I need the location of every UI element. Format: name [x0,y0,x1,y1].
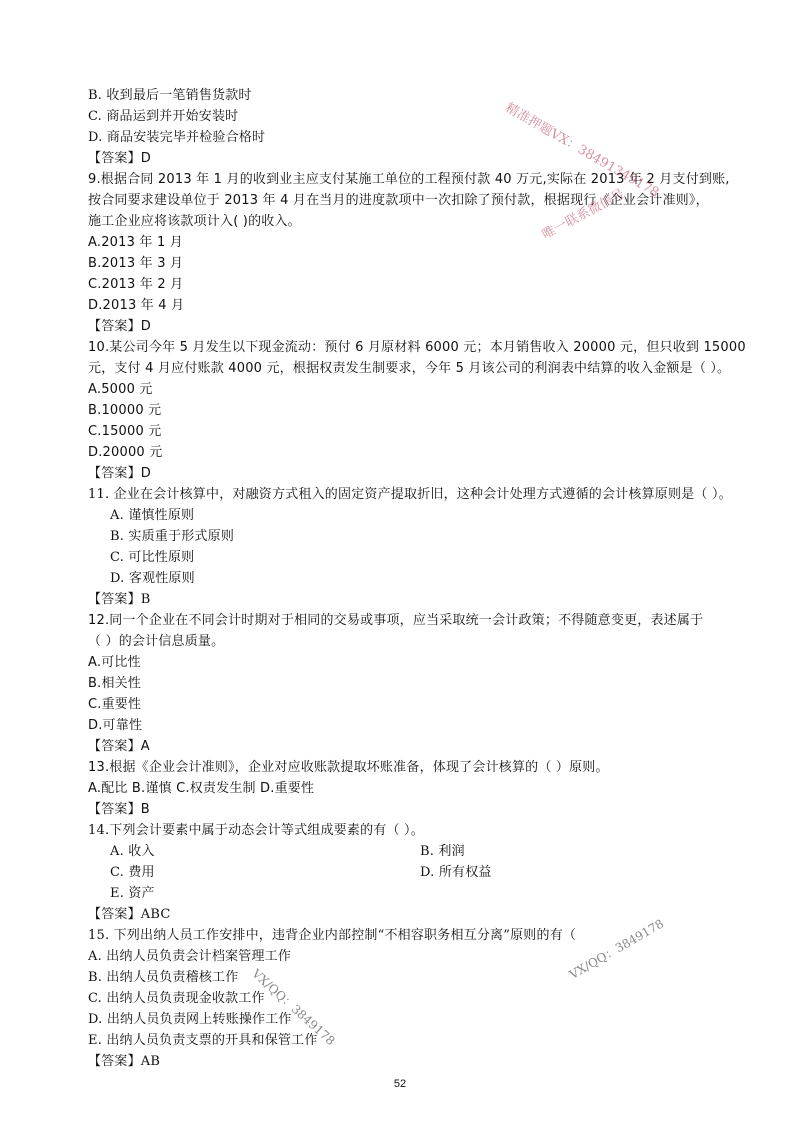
option-d: D. 客观性原则 [110,571,195,586]
page-number: 52 [393,1078,407,1090]
option-a: A. 谨慎性原则 [110,508,195,523]
answer: 【答案】B [88,592,151,607]
question-13-options: A.配比 B.谨慎 C.权责发生制 D.重要性 [88,781,315,796]
option-b: B. 收到最后一笔销售货款时 [88,88,252,103]
question-9-line-1: 9.根据合同 2013 年 1 月的收到业主应支付某施工单位的工程预付款 40 万元,实际在 2013 年 2 月支付到账, [88,172,730,187]
option-c: C.15000 元 [88,424,162,439]
answer: 【答案】A [88,739,150,754]
option-d: D. 所有权益 [420,865,492,880]
question-10-line-2: 元，支付 4 月应付账款 4000 元，根据权责发生制要求，今年 5 月该公司的利润表中结算的收入金额是（ ）。 [88,361,731,376]
option-a: A. 出纳人员负责会计档案管理工作 [88,949,292,964]
option-c: C.重要性 [88,697,142,712]
option-b: B.2013 年 3 月 [88,256,184,271]
option-a: A.2013 年 1 月 [88,235,183,250]
option-d: D. 商品安装完毕并检验合格时 [88,130,266,145]
option-c: C. 商品运到并开始安装时 [88,109,239,124]
option-c: C.2013 年 2 月 [88,277,184,292]
watermark-vx: 精准押题VX：38491349178 [502,100,662,201]
answer: 【答案】B [88,802,150,817]
option-e: E. 资产 [110,886,155,901]
question-12-line-1: 12.同一个企业在不同会计时期对于相同的交易或事项，应当采取统一会计政策；不得随意变更，表述属于 [88,613,704,628]
option-b: B. 出纳人员负责稽核工作 [88,970,239,985]
answer: 【答案】AB [88,1054,161,1069]
option-b: B. 利润 [420,844,465,859]
question-15: 15. 下列出纳人员工作安排中，违背企业内部控制“不相容职务相互分离”原则的有（ [88,928,577,943]
option-d: D.2013 年 4 月 [88,298,185,313]
option-d: D.20000 元 [88,445,163,460]
question-10-line-1: 10.某公司今年 5 月发生以下现金流动：预付 6 月原材料 6000 元；本月销售收入 20000 元，但只收到 15000 [88,340,746,355]
option-c: C. 出纳人员负责现金收款工作 [88,991,265,1006]
watermark-vxqq: VX/QQ：3849178 [249,966,338,1049]
option-a: A. 收入 [110,844,155,859]
option-d: D.可靠性 [88,718,143,733]
option-b: B.10000 元 [88,403,162,418]
watermark-wechat: 唯一联系微信号 [539,186,628,243]
answer: 【答案】ABC [88,907,171,922]
watermark-vxqq: VX/QQ：3849178 [567,916,667,982]
question-9-line-3: 施工企业应将该款项计入( )的收入。 [88,214,301,229]
question-9-line-2: 按合同要求建设单位于 2013 年 4 月在当月的进度款项中一次扣除了预付款，根据现行《企业会计准则》， [88,193,709,208]
option-c: C. 可比性原则 [110,550,195,565]
question-11: 11. 企业在会计核算中，对融资方式租入的固定资产提取折旧，这种会计处理方式遵循的会计核算原则是（ ）。 [88,487,732,502]
option-b: B.相关性 [88,676,142,691]
option-b: B. 实质重于形式原则 [110,529,235,544]
answer: 【答案】D [88,151,152,166]
option-a: A.可比性 [88,655,141,670]
answer: 【答案】D [88,466,152,481]
option-e: E. 出纳人员负责支票的开具和保管工作 [88,1033,318,1048]
option-a: A.5000 元 [88,382,153,397]
answer: 【答案】D [88,319,152,334]
question-12-line-2: （ ）的会计信息质量。 [88,634,225,649]
option-d: D. 出纳人员负责网上转账操作工作 [88,1012,292,1027]
question-13: 13.根据《企业会计准则》，企业对应收账款提取坏账准备，体现了会计核算的（ ）原则。 [88,760,609,775]
option-c: C. 费用 [110,865,155,880]
question-14: 14.下列会计要素中属于动态会计等式组成要素的有（ ）。 [88,823,424,838]
